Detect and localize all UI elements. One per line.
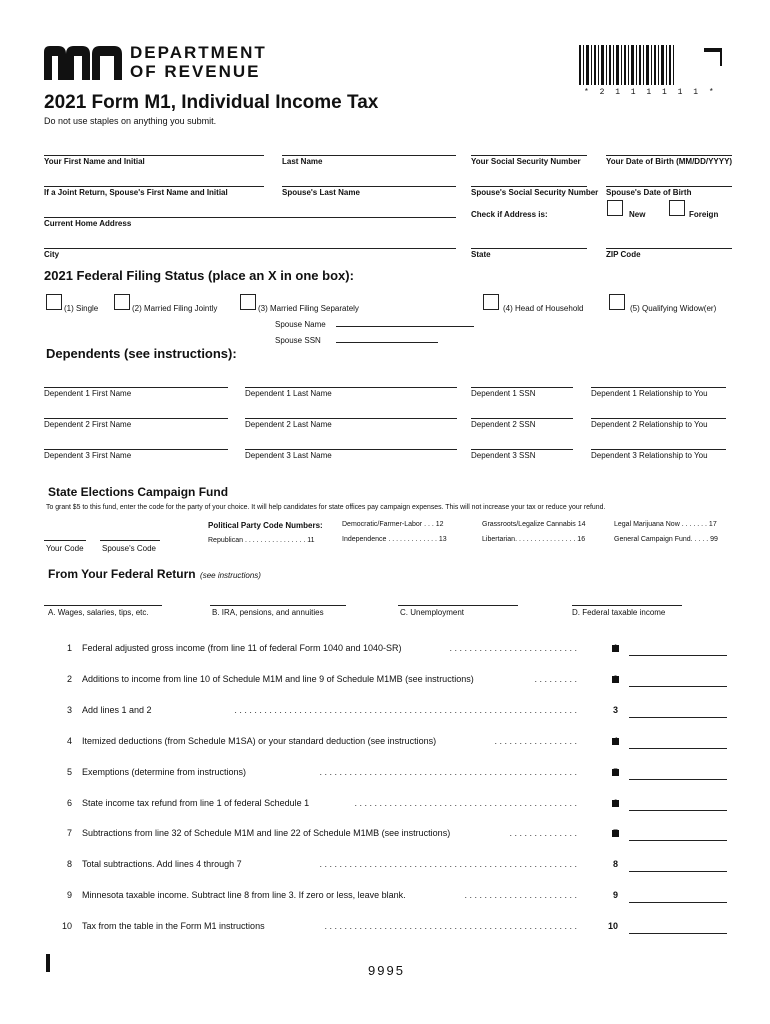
dep1-last-label: Dependent 1 Last Name <box>245 389 332 398</box>
city-field[interactable] <box>44 248 456 249</box>
spouse-ssn-mfs-label: Spouse SSN <box>275 336 321 345</box>
dep1-rel-label: Dependent 1 Relationship to You <box>591 389 708 398</box>
line-leader-dots: . . . . . . . . . . . . . . . . . . . . . . . . . . . . . . . . . . . . . . . . . . . . . . . . . . . . <box>319 859 577 870</box>
address-label: Current Home Address <box>44 219 132 228</box>
line-ref-number: 8 <box>612 859 618 870</box>
line-2 <box>52 674 727 688</box>
hoh-checkbox[interactable] <box>483 294 499 310</box>
line-2-amount-field[interactable] <box>629 686 727 687</box>
new-address-label: New <box>629 210 646 219</box>
mfs-spouse-name-field[interactable] <box>336 326 474 327</box>
dep2-ssn-label: Dependent 2 SSN <box>471 420 536 429</box>
single-label: (1) Single <box>64 304 99 313</box>
line-description: Minnesota taxable income. Subtract line 8 from line 3. If zero or less, leave blank. <box>82 890 406 901</box>
line-number: 6 <box>66 797 72 808</box>
line-number: 5 <box>66 766 72 777</box>
dep3-first-field[interactable] <box>44 449 228 450</box>
new-address-checkbox[interactable] <box>607 200 623 216</box>
line-leader-dots: . . . . . . . . . . . . . . . . . . . . . . . <box>464 890 577 901</box>
dept-name-line2: OF REVENUE <box>130 62 261 81</box>
line-number: 1 <box>66 643 72 653</box>
scan-marker-icon <box>612 676 619 683</box>
spouse-last-name-field[interactable] <box>282 186 456 187</box>
line-ref-number: 10 <box>607 921 618 932</box>
line-leader-dots: . . . . . . . . . . . . . . . . . <box>494 735 577 746</box>
line-description: Additions to income from line 10 of Schedule M1M and line 9 of Schedule M1MB (see instructions) <box>82 673 474 684</box>
dep3-rel-label: Dependent 3 Relationship to You <box>591 451 708 460</box>
line-1 <box>52 643 727 657</box>
line-10 <box>52 921 727 935</box>
line-6 <box>52 798 727 812</box>
line-number: 2 <box>66 673 72 684</box>
mfj-checkbox[interactable] <box>114 294 130 310</box>
state-field[interactable] <box>471 248 587 249</box>
federal-heading-note: (see instructions) <box>200 571 261 580</box>
line-5-amount-field[interactable] <box>629 779 727 780</box>
page-code: 9995 <box>368 963 405 978</box>
wages-label: A. Wages, salaries, tips, etc. <box>48 608 149 617</box>
line-9 <box>52 890 727 904</box>
your-code-field[interactable] <box>44 540 86 541</box>
foreign-address-label: Foreign <box>689 210 719 219</box>
line-description: State income tax refund from line 1 of federal Schedule 1 <box>82 797 310 808</box>
dep2-last-field[interactable] <box>245 418 457 419</box>
line-ref-number: 3 <box>612 704 618 715</box>
dep1-ssn-label: Dependent 1 SSN <box>471 389 536 398</box>
party-legal-marijuana: Legal Marijuana Now . . . . . . . 17 <box>614 521 717 528</box>
qw-checkbox[interactable] <box>609 294 625 310</box>
line-description: Tax from the table in the Form M1 instructions <box>82 921 265 932</box>
line-number: 9 <box>66 890 72 901</box>
mfs-spouse-ssn-field[interactable] <box>336 342 438 343</box>
spouse-code-label: Spouse's Code <box>102 544 157 553</box>
line-description: Federal adjusted gross income (from line 11 of federal Form 1040 and 1040-SR) <box>82 643 402 653</box>
line-leader-dots: . . . . . . . . . . . . . . . . . . . . . . . . . . . . . . . . . . . . . . . . . . . . . . . . . . . . . . . . . . . . . . . . . . . . . <box>234 704 577 715</box>
dep1-last-field[interactable] <box>245 387 457 388</box>
line-3 <box>52 705 727 719</box>
dep3-first-label: Dependent 3 First Name <box>44 451 132 460</box>
state-label: State <box>471 250 491 259</box>
dob-field[interactable] <box>606 155 732 156</box>
corner-mark-bottom-left <box>46 954 64 972</box>
line-8 <box>52 859 727 873</box>
dep2-rel-label: Dependent 2 Relationship to You <box>591 420 708 429</box>
line-leader-dots: . . . . . . . . . . . . . . . . . . . . . . . . . . . . . . . . . . . . . . . . . . . . . . . . . . . . <box>319 766 577 777</box>
line-9-amount-field[interactable] <box>629 902 727 903</box>
line-3-amount-field[interactable] <box>629 717 727 718</box>
dep1-rel-field[interactable] <box>591 387 726 388</box>
line-leader-dots: . . . . . . . . . . . . . . . . . . . . . . . . . . <box>449 643 577 653</box>
dep2-first-field[interactable] <box>44 418 228 419</box>
party-republican: Republican . . . . . . . . . . . . . . . . 11 <box>208 537 315 544</box>
spouse-dob-label: Spouse's Date of Birth <box>606 188 692 197</box>
spouse-first-name-field[interactable] <box>44 186 264 187</box>
dep2-first-label: Dependent 2 First Name <box>44 420 132 429</box>
ssn-field[interactable] <box>471 155 587 156</box>
line-description: Exemptions (determine from instructions) <box>82 766 247 777</box>
line-7 <box>52 828 727 842</box>
party-independence: Independence . . . . . . . . . . . . . 13 <box>342 536 447 543</box>
line-leader-dots: . . . . . . . . . . . . . . . . . . . . . . . . . . . . . . . . . . . . . . . . . . . . . <box>354 797 577 808</box>
last-name-field[interactable] <box>282 155 456 156</box>
line-10-amount-field[interactable] <box>629 933 727 934</box>
dep2-ssn-field[interactable] <box>471 418 573 419</box>
party-general-fund: General Campaign Fund. . . . . 99 <box>614 536 718 543</box>
line-number: 4 <box>66 735 72 746</box>
dep1-first-field[interactable] <box>44 387 228 388</box>
line-7-amount-field[interactable] <box>629 840 727 841</box>
dep2-last-label: Dependent 2 Last Name <box>245 420 332 429</box>
your-code-label: Your Code <box>46 544 84 553</box>
line-description: Subtractions from line 32 of Schedule M1M and line 22 of Schedule M1MB (see instructions) <box>82 828 451 839</box>
campaign-heading: State Elections Campaign Fund <box>48 485 229 499</box>
dep2-rel-field[interactable] <box>591 418 726 419</box>
line-number: 3 <box>66 704 72 715</box>
line-4-amount-field[interactable] <box>629 748 727 749</box>
line-ref-number: 9 <box>612 890 618 901</box>
first-name-field[interactable] <box>44 155 264 156</box>
wages-field[interactable] <box>44 605 162 606</box>
spouse-name-label: Spouse Name <box>275 320 326 329</box>
corner-mark-top-right <box>704 48 722 66</box>
line-number: 7 <box>66 828 72 839</box>
line-leader-dots: . . . . . . . . . . . . . . <box>509 828 577 839</box>
party-dfl: Democratic/Farmer-Labor . . . 12 <box>342 521 444 528</box>
federal-heading: From Your Federal Return <box>48 567 196 581</box>
mfs-checkbox[interactable] <box>240 294 256 310</box>
spouse-last-name-label: Spouse's Last Name <box>282 188 360 197</box>
spouse-dob-field[interactable] <box>606 186 732 187</box>
filing-status-heading: 2021 Federal Filing Status (place an X in one box): <box>44 268 354 283</box>
mn-logo-icon <box>44 46 122 80</box>
fed-taxable-field[interactable] <box>572 605 682 606</box>
line-leader-dots: . . . . . . . . . <box>534 673 577 684</box>
spouse-ssn-label: Spouse's Social Security Number <box>471 188 599 197</box>
unemployment-field[interactable] <box>398 605 518 606</box>
line-description: Total subtractions. Add lines 4 through 7 <box>82 859 242 870</box>
hoh-label: (4) Head of Household <box>503 304 584 313</box>
scan-marker-icon <box>612 738 619 745</box>
party-codes-heading: Political Party Code Numbers: <box>208 521 323 530</box>
address-field[interactable] <box>44 217 456 218</box>
dep3-last-field[interactable] <box>245 449 457 450</box>
line-4 <box>52 736 727 750</box>
foreign-address-checkbox[interactable] <box>669 200 685 216</box>
line-description: Add lines 1 and 2 <box>82 704 152 715</box>
dep3-ssn-field[interactable] <box>471 449 573 450</box>
qw-label: (5) Qualifying Widow(er) <box>630 304 717 313</box>
party-grassroots: Grassroots/Legalize Cannabis 14 <box>482 521 586 528</box>
barcode-icon <box>579 45 675 87</box>
mfs-label: (3) Married Filing Separately <box>258 304 359 313</box>
last-name-label: Last Name <box>282 157 323 166</box>
scan-marker-icon <box>612 830 619 837</box>
line-6-amount-field[interactable] <box>629 810 727 811</box>
mn-logo <box>44 46 122 80</box>
first-name-label: Your First Name and Initial <box>44 157 145 166</box>
scan-marker-icon <box>612 800 619 807</box>
dep3-last-label: Dependent 3 Last Name <box>245 451 332 460</box>
dep3-ssn-label: Dependent 3 SSN <box>471 451 536 460</box>
scan-marker-icon <box>612 769 619 776</box>
barcode <box>579 45 675 87</box>
line-description: Itemized deductions (from Schedule M1SA) or your standard deduction (see instructions) <box>82 735 437 746</box>
dep1-ssn-field[interactable] <box>471 387 573 388</box>
city-label: City <box>44 250 60 259</box>
spouse-first-name-label: If a Joint Return, Spouse's First Name and Initial <box>44 188 228 197</box>
line-5 <box>52 767 727 781</box>
staples-note: Do not use staples on anything you submit. <box>44 116 217 126</box>
zip-label: ZIP Code <box>606 250 641 259</box>
barcode-text: * 2 1 1 1 1 1 1 * <box>584 88 717 97</box>
ssn-label: Your Social Security Number <box>471 157 581 166</box>
dep3-rel-field[interactable] <box>591 449 726 450</box>
unemployment-label: C. Unemployment <box>400 608 465 617</box>
corner-mark-bottom-right <box>702 954 720 972</box>
line-number: 10 <box>61 921 72 932</box>
dep1-first-label: Dependent 1 First Name <box>44 389 132 398</box>
line-8-amount-field[interactable] <box>629 871 727 872</box>
federal-heading-wrap <box>48 565 261 583</box>
line-number: 8 <box>66 859 72 870</box>
campaign-description: To grant $5 to this fund, enter the code for the party of your choice. It will help candidates for state offices pay campaign expenses. This will not increase your tax or reduce your refund. <box>46 504 606 511</box>
ira-field[interactable] <box>210 605 346 606</box>
dept-name-line1: DEPARTMENT <box>130 43 267 62</box>
party-libertarian: Libertarian. . . . . . . . . . . . . . . . 16 <box>482 536 586 543</box>
dob-label: Your Date of Birth (MM/DD/YYYY) <box>606 157 733 166</box>
line-leader-dots: . . . . . . . . . . . . . . . . . . . . . . . . . . . . . . . . . . . . . . . . . . . . . . . . . . . <box>324 921 577 932</box>
scan-marker-icon <box>612 645 619 652</box>
check-if-address-label: Check if Address is: <box>471 210 548 219</box>
form-title: 2021 Form M1, Individual Income Tax <box>44 92 379 113</box>
single-checkbox[interactable] <box>46 294 62 310</box>
spouse-ssn-field[interactable] <box>471 186 587 187</box>
mfj-label: (2) Married Filing Jointly <box>132 304 218 313</box>
spouse-code-field[interactable] <box>100 540 160 541</box>
ira-label: B. IRA, pensions, and annuities <box>212 608 324 617</box>
line-1-amount-field[interactable] <box>629 655 727 656</box>
zip-field[interactable] <box>606 248 732 249</box>
dependents-heading: Dependents (see instructions): <box>46 346 237 361</box>
fed-taxable-label: D. Federal taxable income <box>572 608 666 617</box>
